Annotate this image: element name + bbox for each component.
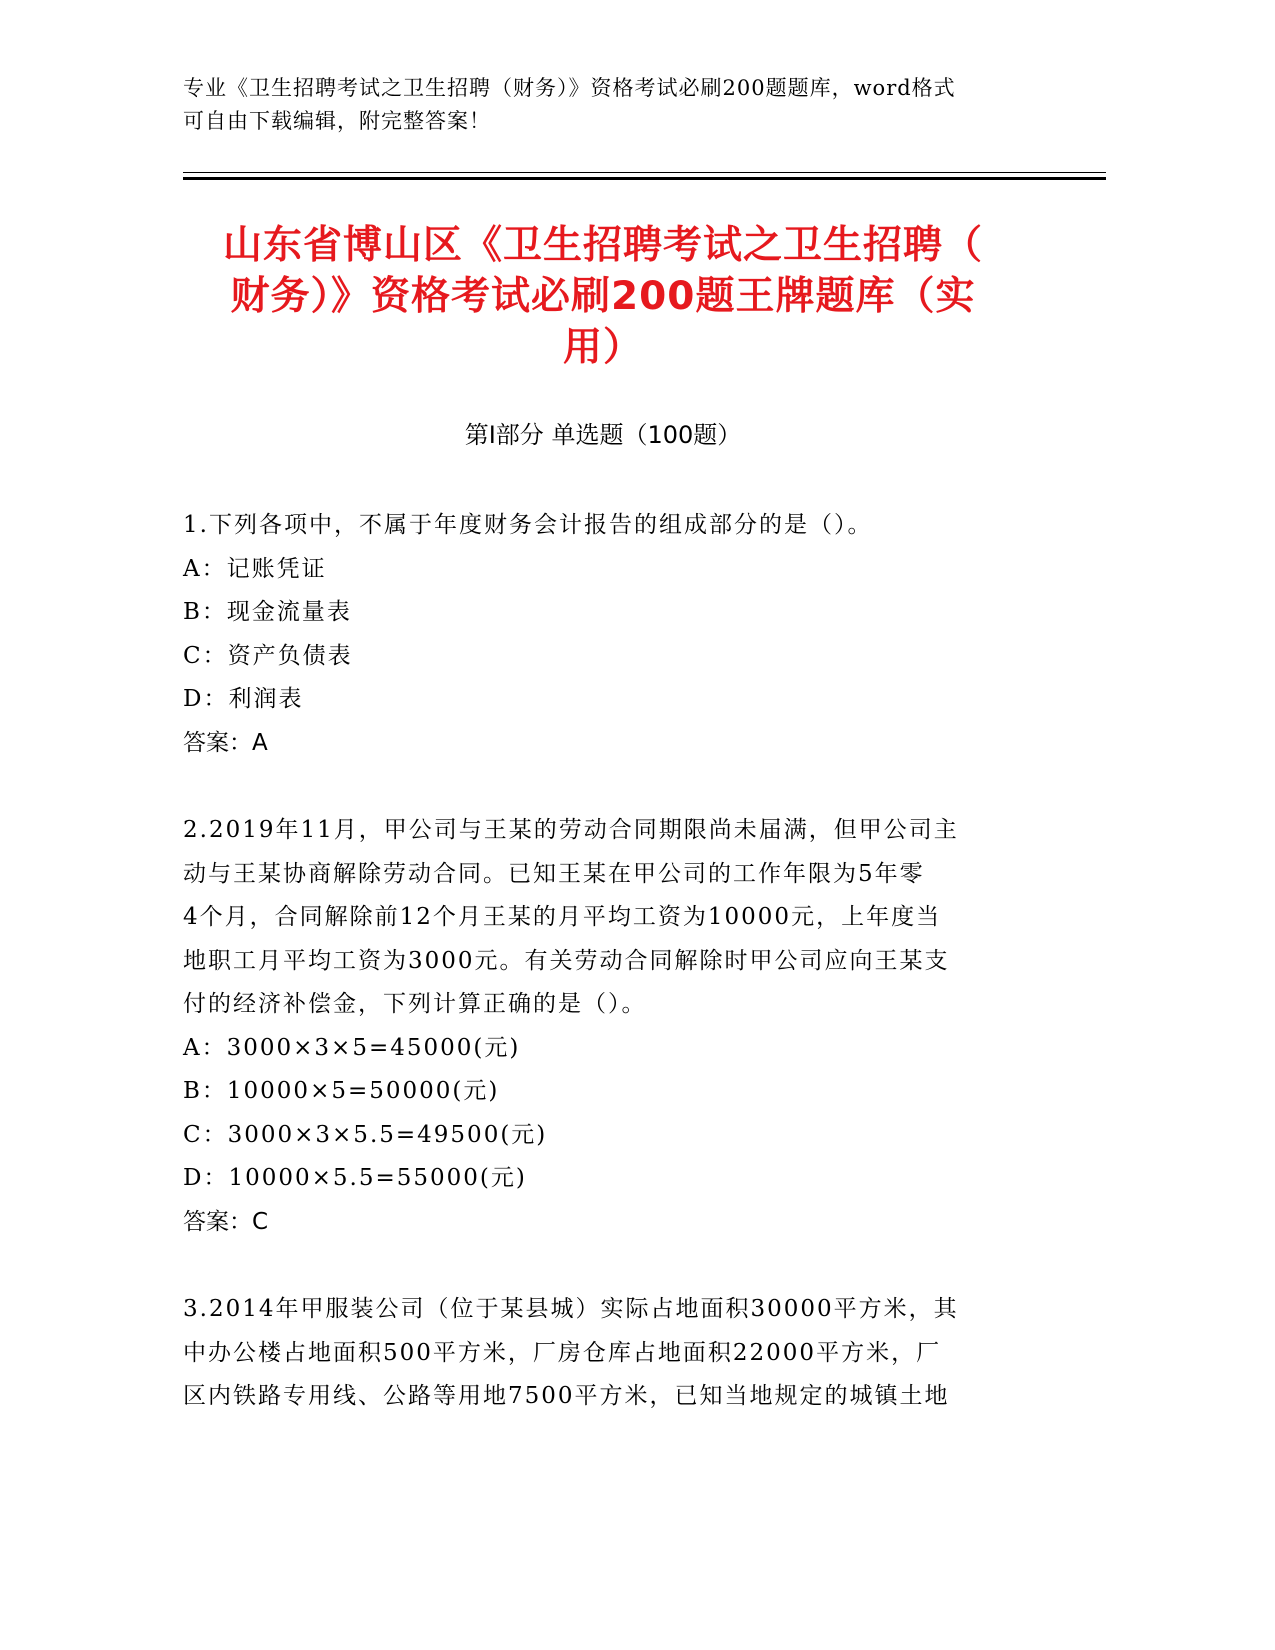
- question-stem-line: 4个月，合同解除前12个月王某的月平均工资为10000元，上年度当: [183, 904, 942, 930]
- question-stem-line: 1.下列各项中，不属于年度财务会计报告的组成部分的是（）。: [183, 512, 873, 538]
- option-c: C：资产负债表: [183, 642, 353, 669]
- document-title: [183, 220, 1023, 373]
- option-d: D：10000×5.5=55000(元): [183, 1165, 527, 1191]
- option-a: A：记账凭证: [183, 555, 327, 582]
- document-title-line-2: 财务）》资格考试必刷200题王牌题库（实: [230, 274, 976, 319]
- document-title-line-1: 山东省博山区《卫生招聘考试之卫生招聘（: [222, 223, 983, 268]
- header-divider-thick: [183, 177, 1106, 180]
- option-d: D：利润表: [183, 686, 304, 712]
- question-stem-line: 动与王某协商解除劳动合同。已知王某在甲公司的工作年限为5年零: [183, 860, 925, 887]
- option-b: B：10000×5=50000(元): [183, 1078, 500, 1104]
- header-note: [183, 72, 1083, 138]
- question-3: [183, 1288, 1043, 1419]
- question-stem-line: 付的经济补偿金，下列计算正确的是（）。: [183, 991, 647, 1017]
- question-stem-line: 3.2014年甲服装公司（位于某县城）实际占地面积30000平方米，其: [183, 1296, 959, 1322]
- section-heading: 第Ⅰ部分 单选题（100题）: [464, 421, 742, 449]
- header-note-line-1: 专业《卫生招聘考试之卫生招聘（财务）》资格考试必刷200题题库，word格式: [183, 76, 956, 100]
- option-c: C：3000×3×5.5=49500(元): [183, 1121, 548, 1148]
- header-divider-thin: [183, 172, 1106, 173]
- option-b: B：现金流量表: [183, 599, 352, 625]
- question-stem-line: 中办公楼占地面积500平方米，厂房仓库占地面积22000平方米，厂: [183, 1339, 942, 1366]
- question-stem-line: 2.2019年11月，甲公司与王某的劳动合同期限尚未届满，但甲公司主: [183, 817, 959, 843]
- question-2: [183, 809, 1043, 1244]
- question-1: [183, 504, 1043, 765]
- answer-line: 答案：A: [183, 729, 268, 756]
- header-note-line-2: 可自由下载编辑，附完整答案！: [183, 109, 491, 133]
- option-a: A：3000×3×5=45000(元): [183, 1034, 521, 1061]
- question-stem-line: 区内铁路专用线、公路等用地7500平方米，已知当地规定的城镇土地: [183, 1383, 950, 1409]
- document-title-line-3: 用）: [562, 325, 643, 370]
- question-stem-line: 地职工月平均工资为3000元。有关劳动合同解除时甲公司应向王某支: [183, 947, 950, 974]
- answer-line: 答案：C: [183, 1208, 269, 1235]
